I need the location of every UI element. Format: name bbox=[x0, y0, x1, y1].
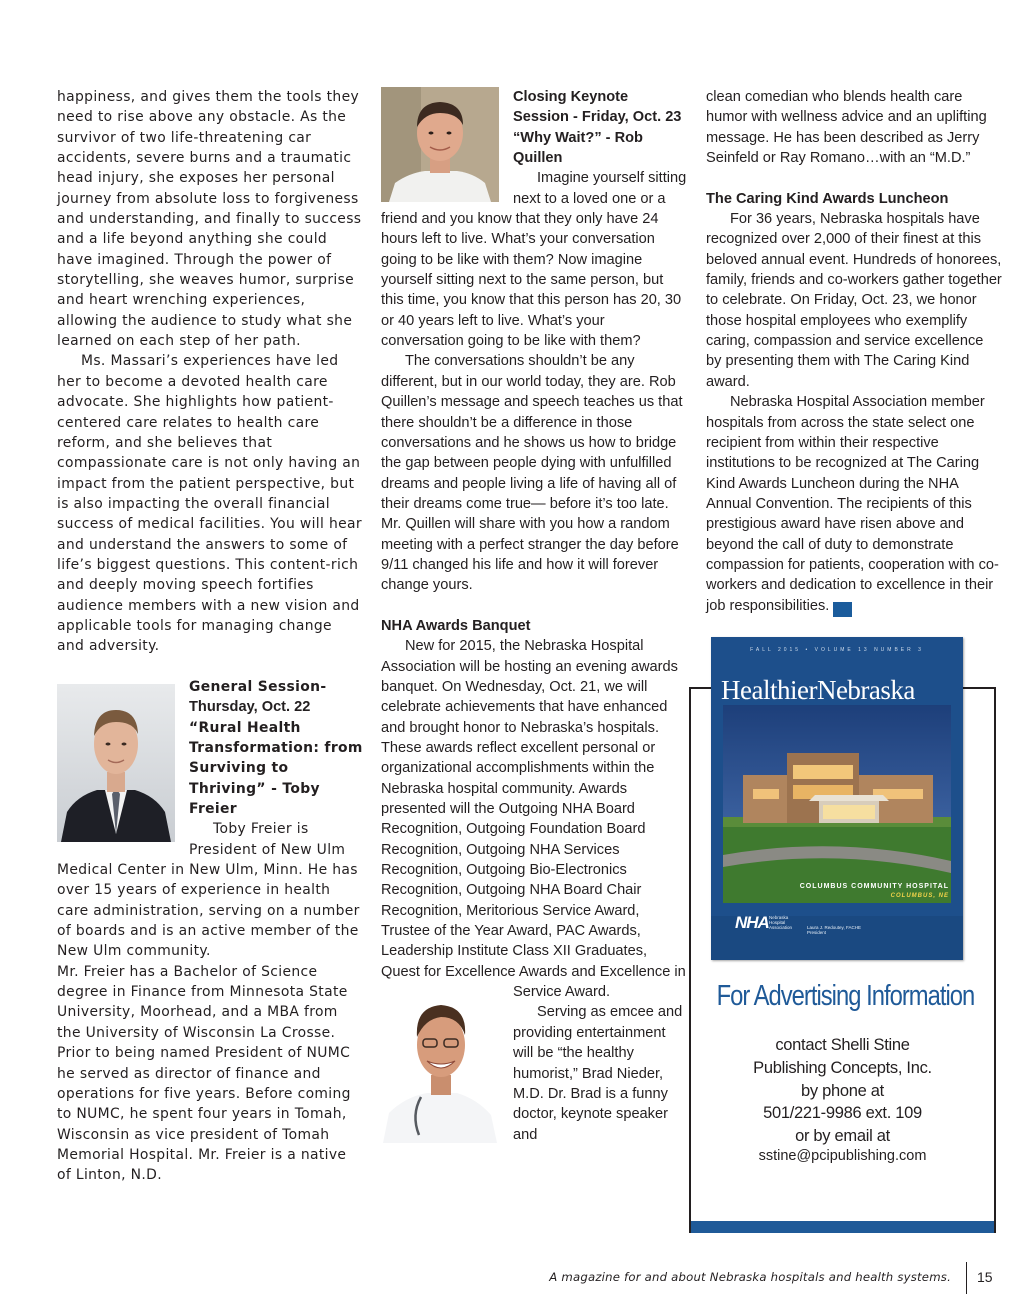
column-1 bbox=[57, 87, 363, 1186]
advertising-box-bottom-bar bbox=[691, 1221, 994, 1233]
advertising-email-link[interactable]: sstine@pcipublishing.com bbox=[758, 1148, 927, 1164]
cover-title: HealthierNebraska bbox=[721, 675, 915, 705]
quillen-heading-2: “Why Wait?” - Rob Quillen bbox=[513, 129, 643, 167]
hn-end-mark-icon: HN bbox=[833, 602, 852, 617]
banquet-paragraph-1: New for 2015, the Nebraska Hospital Association will be hosting an evening awards banquet. On Wednesday, Oct. 21, we will celebrate achievements that have enhanced and brought honor to Nebraska’s hospitals. These awards reflect excellent personal or organizational accomplishments within the Nebraska hospital community. Awards presented will the Outgoing NHA Board Recognition, Outgoing Foundation Board Recognition, Outgoing NHA Services Recognition, Outgoing Bio-Electronics Recognition, Outgoing NHA Board Chair Recognition, Meritorious Service Award, Trustee of the Year Award, PAC Awards, Leadership Institute Class XII Graduates, Quest for Excellence Awards and Excellence in bbox=[381, 638, 686, 980]
magazine-cover bbox=[711, 637, 963, 960]
nha-logo-text: Nebraska Hospital Association bbox=[769, 915, 793, 930]
freier-heading-1: General Session- bbox=[189, 678, 327, 695]
column-2 bbox=[381, 87, 687, 1145]
advertising-company-line: Publishing Concepts, Inc. bbox=[753, 1059, 932, 1077]
footer-tagline: A magazine for and about Nebraska hospitals and health systems. bbox=[549, 1270, 951, 1284]
cover-president-text: Laura J. Redoutey, FACHE President bbox=[807, 925, 861, 935]
caring-kind-paragraph-2-text: Nebraska Hospital Association member hospitals from across the state select one recipient from within their respective institutions to be recognized at The Caring Kind Awards Luncheon during the NHA Annual Convention. The recipients of this prestigious award have risen above and beyond the call of duty to demonstrate compassion for patients, cooperation with co-workers and dedication to excellence in their job responsibilities. bbox=[706, 394, 999, 614]
advertising-contact-line: contact Shelli Stine bbox=[775, 1036, 910, 1054]
page-number: 15 bbox=[977, 1269, 993, 1285]
cover-caption-hospital: COLUMBUS COMMUNITY HOSPITAL bbox=[799, 883, 949, 890]
banquet-paragraph-1-end: Service Award. bbox=[513, 984, 611, 1001]
rob-quillen-photo bbox=[381, 87, 499, 202]
quillen-paragraph-1: Imagine yourself sitting next to a loved one or a friend and you know that they only have 24 hours left to live. What’s your conversation going to be like with them? Now imagine yourself sitting next to the same person, but this time, you know that this person has 20, 30 or 40 years left to live. What’s your conversation going to be like with them? bbox=[381, 170, 687, 350]
hospital-building-image bbox=[723, 705, 951, 903]
nieder-paragraph: Serving as emcee and providing entertainment will be “the healthy humorist,” Brad Nieder, M.D. Dr. Brad is a funny doctor, keynote speaker and bbox=[513, 1004, 683, 1143]
nieder-paragraph-continued: clean comedian who blends health care humor with wellness advice and an uplifting message. He has been described as Jerry Seinfeld or Ray Romano…with an “M.D.” bbox=[706, 89, 987, 167]
freier-paragraph-1: Toby Freier is President of New Ulm Medical Center in New Ulm, Minn. He has over 15 years of experience in health care administration, serving on a number of boards and is an active member of the New Ulm community. bbox=[57, 821, 360, 960]
brad-nieder-photo bbox=[381, 985, 499, 1143]
freier-heading-2: Thursday, Oct. 22 bbox=[189, 699, 311, 716]
massari-paragraph-2: Ms. Massari’s experiences have led her to become a devoted health care advocate. She highlights how patient-centered care relates to health care reform, and she believes that compassionate care is not only having an impact from the patient perspective, but is also impacting the overall financial success of medical facilities. You will hear and understand the answers to some of life’s biggest questions. This content-rich and deeply moving speech fortifies audience members with a new vision and applicable tools for managing change and adversity. bbox=[57, 353, 362, 655]
freier-heading-3: “Rural Health Transformation: from Surviving to Thriving” - Toby Freier bbox=[189, 719, 363, 818]
advertising-email-label: or by email at bbox=[795, 1127, 890, 1145]
column-3 bbox=[706, 87, 1002, 617]
advertising-phone-number[interactable]: 501/221-9986 ext. 109 bbox=[763, 1104, 922, 1122]
freier-paragraph-2: Mr. Freier has a Bachelor of Science degree in Finance from Minnesota State University, Moorhead, and a MBA from the University of Wisconsin La Crosse. Prior to being named President of NUMC he served as director of finance and operations for five years. Before coming to NUMC, he spent four years in Tomah, Wisconsin as vice president of Tomah Memorial Hospital. Mr. Freier is a native of Linton, N.D. bbox=[57, 963, 351, 1184]
quillen-heading-1: Closing Keynote Session - Friday, Oct. 23 bbox=[513, 89, 682, 126]
advertising-heading: For Advertising Information bbox=[716, 980, 975, 1012]
nha-logo: NHA bbox=[735, 913, 769, 932]
advertising-phone-label: by phone at bbox=[801, 1082, 884, 1100]
massari-paragraph-1: happiness, and gives them the tools they need to rise above any obstacle. As the survivor of two life-threatening car accidents, severe burns and a traumatic head injury, she exposes her personal journey from absolute loss to forgiveness and understanding, and finally to success and a life beyond anything she could have imagined. Through the power of storytelling, she weaves humor, surprise and heart wrenching experiences, allowing the audience to study what she learned on each step of her path. bbox=[57, 89, 362, 350]
cover-caption-city: COLUMBUS, NE bbox=[890, 893, 949, 899]
toby-freier-photo bbox=[57, 684, 175, 842]
cover-issue-date: FALL 2015 • VOLUME 13 NUMBER 3 bbox=[750, 647, 924, 653]
caring-kind-paragraph-1: For 36 years, Nebraska hospitals have recognized over 2,000 of their finest at this beloved annual event. Hundreds of honorees, family, friends and co-workers gather together to celebrate. On Friday, Oct. 23, we honor those hospital employees who exemplify caring, compassion and service excellence by presenting them with The Caring Kind award. bbox=[706, 211, 1002, 390]
caring-kind-paragraph-2 bbox=[706, 392, 1002, 616]
footer-divider bbox=[966, 1262, 967, 1294]
caring-kind-heading: The Caring Kind Awards Luncheon bbox=[706, 190, 949, 207]
quillen-paragraph-2: The conversations shouldn’t be any different, but in our world today, they are. Rob Quillen’s message and speech teaches us that there shouldn’t be a difference in those conversations and he shows us how to bridge the gap between people dying with unfulfilled dreams and people living a life of having all of their dreams come true— before it’s too late. Mr. Quillen will share with you how a random meeting with a perfect stranger the day before 9/11 changed his life and how it will forever change yours. bbox=[381, 353, 683, 594]
banquet-heading: NHA Awards Banquet bbox=[381, 617, 531, 634]
